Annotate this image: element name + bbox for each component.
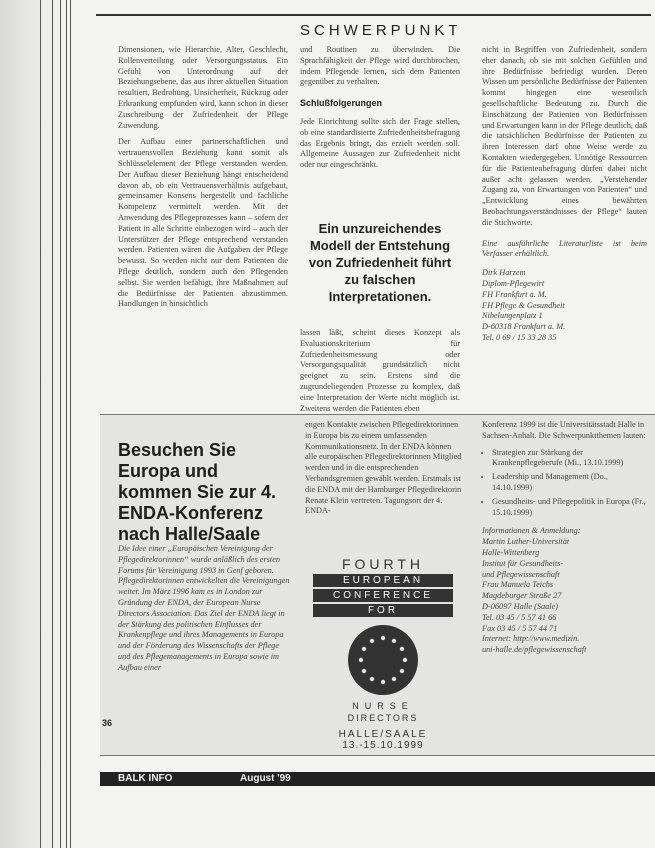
logo-line: DIRECTORS	[347, 713, 419, 723]
box-text-right	[482, 420, 647, 656]
author-line: Dirk Harzem	[482, 268, 526, 278]
author-info	[482, 268, 647, 344]
box-text-left	[118, 544, 290, 680]
list-item: • Strategien zur Stärkung der Krankenpflegeberufe (Mi., 13.10.1999)	[492, 448, 647, 470]
logo-line: EUROPEAN	[313, 574, 453, 587]
page-binding	[0, 0, 74, 848]
article-column-3	[482, 45, 647, 344]
header-rule	[96, 14, 651, 16]
author-line: Tel. 0 69 / 15 33 28 35	[482, 332, 557, 342]
pull-quote: Ein unzureichendes Modell der Entstehung von Zufriedenheit führt zu falschen Interpretationen.	[308, 221, 452, 304]
binding-edge	[70, 0, 71, 848]
binding-edge	[66, 0, 67, 848]
paragraph: nicht in Begriffen von Zufriedenheit, sondern eher danach, ob sie mit solchen Gefühlen und ihre Bedürfnisse befriedigt wurden. Deren Wissen um persönliche Bedürfnisse der Patienten kommt hingegen eine wesentlich gesellschaftliche Bedeutung zu. Durch die Einschätzung der Patienten von Bedürfnissen und Erwartungen kann in der Pflege deutlich, daß die tatsächlichen Bedürfnisse der Patienten zu ihren Interessen darf ohne Weise werde zu Kontakten wiedergegeben. Unnötige Ressourcen für die Patientenbefragung dürfen dabei nicht außer acht gelassen werden. „Verstehender Zugang zu, von Erwartungen von Patienten“ und „Entwicklung eines bewährten Beobachtungsverständnisses der Pflege“ lauten die Stichworte.	[482, 45, 647, 227]
ring-of-stars-icon	[353, 630, 413, 690]
author-line: FH Pflege & Gesundheit	[482, 300, 565, 310]
author-line: Nibelungenplatz 1	[482, 311, 543, 321]
logo-line: FOR	[313, 604, 453, 617]
article-column-2-bottom	[300, 328, 460, 420]
paragraph: Die Idee einer „Europäischen Vereinigung der Pflegedirektorinnen“ wurde anläßlich des ersten Forums für Vereinigung 1993 in Genf geboren. Pflegedirektorinnen entwickelten die Vereinigungen weiter. Im März 1996 kam es in London zur Gründung der ENDA, der European Nurse Directors Association. Das Ziel der ENDA liegt in der Stärkung des politischen Einflusses der Krankenpflege und ihres Managements in Europa und der Förderung des Wissenschafts der Pflege und des Pflegemanagements in Europa sowie im Aufbau einer	[118, 544, 290, 672]
contact-line: Informationen & Anmeldung:	[482, 526, 581, 536]
contact-line: Fax 03 45 / 5 57 44 71	[482, 623, 558, 633]
list-item: • Gesundheits- und Pflegepolitik in Europa (Fr., 15.10.1999)	[492, 497, 647, 519]
contact-line: und Pflegewissenschaft	[482, 569, 560, 579]
contact-line: uni-halle.de/pflegewissenschaft	[482, 645, 587, 655]
binding-edge	[52, 0, 53, 848]
author-line: Diplom-Pflegewirt	[482, 278, 545, 288]
footer-issue: August '99	[240, 773, 291, 784]
binding-edge	[60, 0, 61, 848]
list-item: • Leadership und Management (Do., 14.10.1999)	[492, 472, 647, 494]
paragraph: Jede Einrichtung sollte sich der Frage stellen, ob eine standardisierte Zufriedenheitsbefragung das Ergebnis bringt, das erzielt werden soll. Allgemeine Aussagen zur Zufriedenheit nicht oder nur eingeschränkt.	[300, 116, 460, 170]
contact-line: Martin Luther-Universität	[482, 537, 570, 547]
paragraph: und Routinen zu überwinden. Die Sprachfähigkeit der Pflege wird durchbrochen, indem Pflegende lernen, sich dem Patienten gegenüber zu verhalten.	[300, 45, 460, 87]
box-title: Besuchen Sie Europa und kommen Sie zur 4. ENDA-Konferenz nach Halle/Saale	[118, 440, 277, 544]
logo-line: 13.-15.10.1999	[342, 740, 424, 751]
page-number: 36	[102, 718, 113, 728]
logo-line: HALLE/SAALE	[338, 729, 428, 740]
star-emblem-icon	[348, 625, 418, 695]
logo-line: FOURTH	[341, 556, 425, 572]
subheading: Schlußfolgerungen	[300, 98, 382, 109]
section-heading: SCHWERPUNKT	[300, 22, 462, 39]
logo-line: CONFERENCE	[313, 589, 453, 602]
topic-list	[482, 448, 647, 519]
paragraph: Der Aufbau einer partnerschaftlichen und vertrauensvollen Beziehung kann somit als Schlüsselelement der Pflege verstanden werden. Der Aufbau dieser Beziehung hängt entscheidend davon ab, ob ein Vertrauensverhältnis aufgebaut, gemeinsamer Konsens hergestellt und fachliche Kompetenz vermittelt werden. Mit der Anwendung des Pflegeprozesses kann – sofern der Patient in alle Schritte einbezogen wird – auch der Unterstützer der Pflege entsprechend verstanden werden. Patienten wären die Aufgaben der Pflege bewusst. So werden nicht nur dem Patienten die Pflege deutlich, sondern auch den Pflegenden selbst. Sie werden befähigt, ihre Maßnahmen auf die Bedürfnisse der Patienten abzustimmen. Handlungen in hinsichtlich	[118, 137, 288, 309]
author-line: FH Frankfurt a. M.	[482, 289, 547, 299]
contact-info	[482, 526, 647, 656]
contact-line: Internet: http://www.medizin.	[482, 634, 580, 644]
contact-line: Institut für Gesundheits-	[482, 558, 564, 568]
article-column-1	[118, 45, 288, 316]
contact-line: D-06097 Halle (Saale)	[482, 601, 559, 611]
contact-line: Tel. 03 45 / 5 57 41 66	[482, 612, 557, 622]
footer-bar	[100, 772, 655, 786]
literature-note: Eine ausführliche Literaturliste ist beim Verfasser erhältlich.	[482, 238, 647, 259]
article-column-2	[300, 45, 460, 177]
author-line: D-60318 Frankfurt a. M.	[482, 322, 566, 332]
paragraph: Dimensionen, wie Hierarchie, Alter, Geschlecht, Rollenverteilung oder Versorgungsstatus. Ein Gefühl von Unterordnung auf der Beziehungsebene, das aus ihrer aktuellen Situation resultiert, Bedrohung, Unsicherheit, Rückzug oder Erkrankung empfunden wird, kann schon in dieser Zuschreibung der Zufriedenheit der Pflege Zuwendung.	[118, 45, 288, 130]
contact-line: Halle-Wittenberg	[482, 547, 540, 557]
logo-line: NURSE	[352, 701, 414, 711]
paragraph: lassen läßt, scheint dieses Konzept als Evaluationskriterium für Zufriedenheitsmessung oder Versorgungsqualität grundsätzlich nicht geeignet zu sein. Erstens sind die zugrundeliegenden Prozesse zu komplex, daß eine Interpretation der Werte nicht möglich ist. Zweitens werden die Patienten eben	[300, 328, 460, 413]
enda-conference-logo	[313, 556, 453, 751]
binding-edge	[40, 0, 41, 848]
paragraph: Konferenz 1999 ist die Universitätsstadt Halle in Sachsen-Anhalt. Die Schwerpunktthemen lauten:	[482, 420, 646, 440]
box-text-middle	[305, 420, 465, 523]
contact-line: Magdeburger Straße 27	[482, 591, 562, 601]
paragraph: engen Kontakte zwischen Pflegedirektorinnen in Europa bis zu einem umfassenden Kommunikationsnetz. In der ENDA können alle europäischen Pflegedirektorinnen Mitglied werden und in die entsprechenden Verbandsgremien gewählt werden. Erstmals ist die ENDA mit der Hamburger Pflegedirektorin Renate Klein vertreten. Tagungsort der 4. ENDA-	[305, 420, 462, 516]
contact-line: Frau Manuela Teichs	[482, 580, 554, 590]
footer-publication: BALK INFO	[118, 773, 173, 784]
